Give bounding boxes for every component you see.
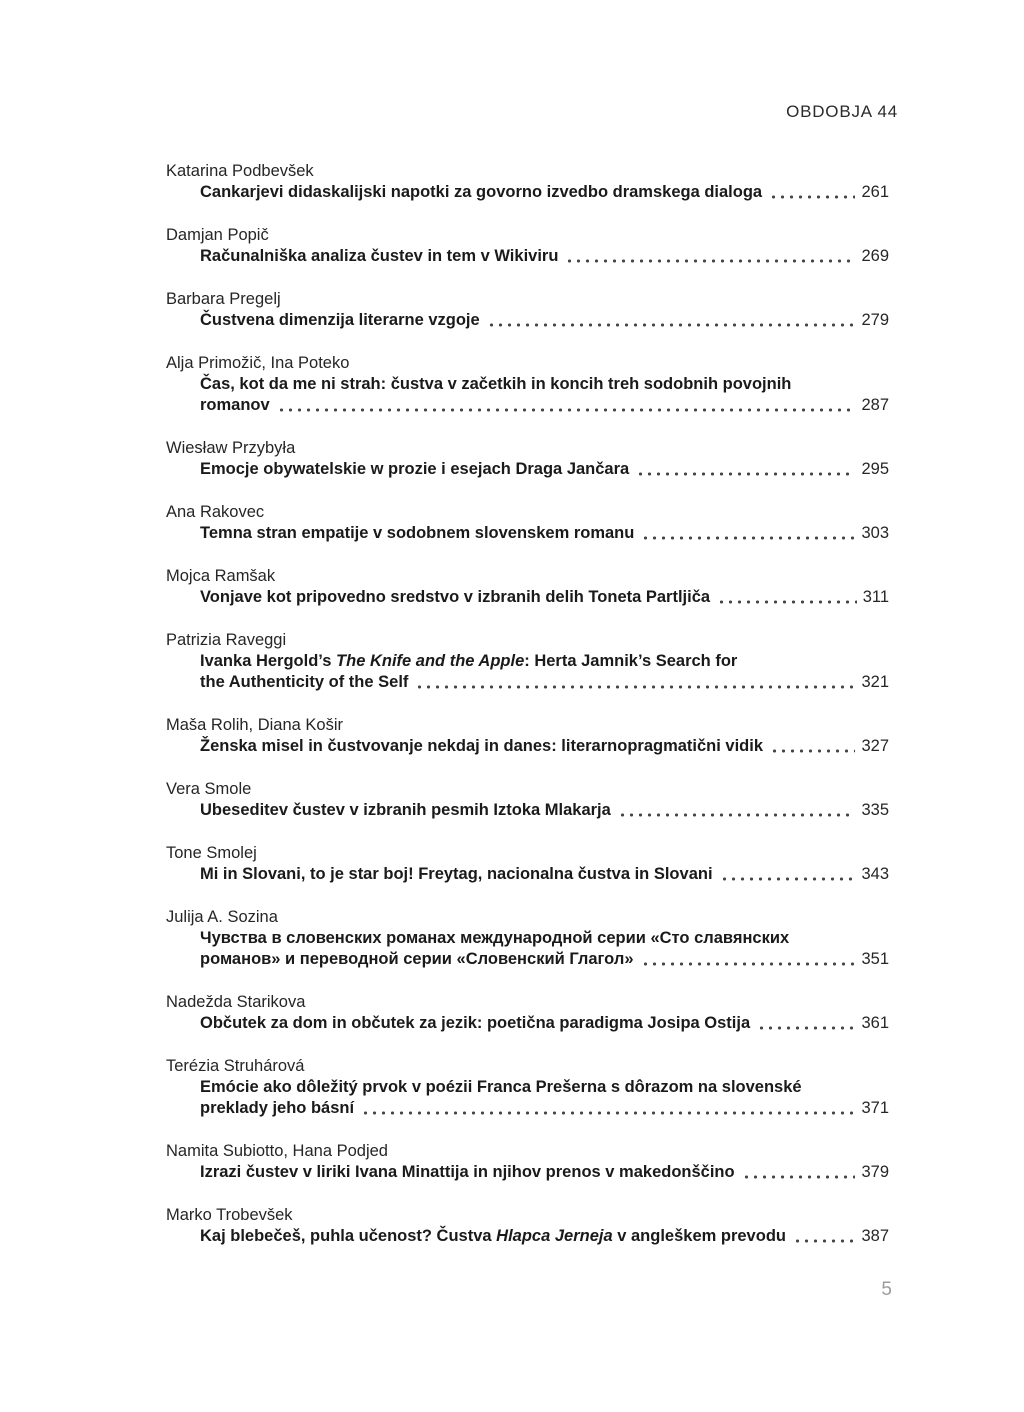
title-segment: preklady jeho básní bbox=[200, 1099, 355, 1117]
dot-leader bbox=[769, 195, 855, 199]
entry-title-line bbox=[166, 587, 889, 608]
entry-page-number: 327 bbox=[861, 737, 889, 755]
entry-title-line bbox=[166, 736, 889, 757]
entry-title-lines bbox=[166, 1226, 889, 1247]
entry-title-text bbox=[200, 800, 611, 821]
entry-title-line bbox=[166, 1226, 889, 1247]
title-segment-italic: Hlapca Jerneja bbox=[496, 1227, 613, 1245]
entry-title-lines bbox=[166, 736, 889, 757]
entry-title-lines bbox=[166, 459, 889, 480]
entry-title-lines bbox=[166, 182, 889, 203]
dot-leader bbox=[565, 259, 855, 263]
entry-page-number: 379 bbox=[861, 1163, 889, 1181]
entry-authors: Wiesław Przybyła bbox=[166, 439, 296, 457]
entry-title-line bbox=[166, 651, 889, 672]
title-segment: the Authenticity of the Self bbox=[200, 673, 409, 691]
title-segment: романов» и переводной серии «Словенский Глагол» bbox=[200, 950, 634, 968]
title-segment: Čustvena dimenzija literarne vzgoje bbox=[200, 311, 480, 329]
toc-entry bbox=[166, 992, 889, 1034]
title-segment: v angleškem prevodu bbox=[612, 1227, 786, 1245]
toc-entry bbox=[166, 502, 889, 544]
entry-page-number: 261 bbox=[861, 183, 889, 201]
dot-leader bbox=[361, 1111, 855, 1115]
entry-title-text bbox=[200, 1078, 802, 1096]
dot-leader bbox=[720, 877, 856, 881]
running-head: OBDOBJA 44 bbox=[786, 102, 898, 121]
entry-page-number: 303 bbox=[861, 524, 889, 542]
title-segment: Temna stran empatije v sodobnem slovenskem romanu bbox=[200, 524, 635, 542]
entry-authors: Alja Primožič, Ina Poteko bbox=[166, 354, 350, 372]
entry-title-lines bbox=[166, 246, 889, 267]
entry-title-line bbox=[166, 459, 889, 480]
toc-entry bbox=[166, 1056, 889, 1119]
entry-title-line bbox=[166, 395, 889, 416]
entry-title-lines bbox=[166, 374, 889, 416]
toc-entry bbox=[166, 630, 889, 693]
entry-title-text bbox=[200, 523, 634, 544]
entry-title-lines bbox=[166, 523, 889, 544]
entry-title-lines bbox=[166, 1162, 889, 1183]
entry-title-lines bbox=[166, 928, 889, 970]
dot-leader bbox=[415, 685, 855, 689]
entry-title-text bbox=[200, 246, 558, 267]
title-segment: Računalniška analiza čustev in tem v Wikiviru bbox=[200, 247, 559, 265]
entry-title-text bbox=[200, 1098, 354, 1119]
title-segment: Ženska misel in čustvovanje nekdaj in danes: literarnopragmatični vidik bbox=[200, 737, 764, 755]
title-segment: Kaj blebečeš, puhla učenost? Čustva bbox=[200, 1227, 497, 1245]
dot-leader bbox=[641, 962, 856, 966]
entry-authors: Namita Subiotto, Hana Podjed bbox=[166, 1142, 388, 1160]
title-segment: Cankarjevi didaskalijski napotki za govorno izvedbo dramskega dialoga bbox=[200, 183, 763, 201]
entry-title-text bbox=[200, 182, 762, 203]
entry-title-line bbox=[166, 949, 889, 970]
entry-title-text bbox=[200, 652, 737, 670]
title-segment: Emócie ako dôležitý prvok v poézii Franca Prešerna s dôrazom na slovenské bbox=[200, 1078, 802, 1096]
toc-entry bbox=[166, 438, 889, 480]
toc-entries bbox=[166, 161, 889, 1269]
entry-title-line bbox=[166, 800, 889, 821]
entry-title-text bbox=[200, 949, 634, 970]
entry-title-lines bbox=[166, 864, 889, 885]
entry-title-text bbox=[200, 672, 408, 693]
entry-authors: Damjan Popič bbox=[166, 226, 269, 244]
entry-page-number: 335 bbox=[861, 801, 889, 819]
entry-title-line bbox=[166, 1013, 889, 1034]
entry-authors: Marko Trobevšek bbox=[166, 1206, 293, 1224]
entry-title-text bbox=[200, 375, 791, 393]
toc-entry bbox=[166, 289, 889, 331]
entry-page-number: 295 bbox=[861, 460, 889, 478]
entry-title-line bbox=[166, 928, 889, 949]
entry-authors: Nadežda Starikova bbox=[166, 993, 306, 1011]
title-segment: romanov bbox=[200, 396, 270, 414]
title-segment: Vonjave kot pripovedno sredstvo v izbranih delih Toneta Partljiča bbox=[200, 588, 711, 606]
entry-title-text bbox=[200, 1226, 786, 1247]
entry-title-text bbox=[200, 587, 710, 608]
title-segment: Ubeseditev čustev v izbranih pesmih Iztoka Mlakarja bbox=[200, 801, 611, 819]
toc-entry bbox=[166, 779, 889, 821]
entry-page-number: 269 bbox=[861, 247, 889, 265]
title-segment: Ivanka Hergold’s bbox=[200, 652, 337, 670]
dot-leader bbox=[487, 323, 856, 327]
entry-page-number: 279 bbox=[861, 311, 889, 329]
title-segment: Izrazi čustev v liriki Ivana Minattija in njihov prenos v makedonščino bbox=[200, 1163, 735, 1181]
entry-page-number: 371 bbox=[861, 1099, 889, 1117]
entry-title-line bbox=[166, 1098, 889, 1119]
toc-entry bbox=[166, 843, 889, 885]
entry-title-line bbox=[166, 523, 889, 544]
entry-authors: Vera Smole bbox=[166, 780, 252, 798]
entry-title-lines bbox=[166, 587, 889, 608]
entry-title-text bbox=[200, 395, 270, 416]
title-segment: Mi in Slovani, to je star boj! Freytag, nacionalna čustva in Slovani bbox=[200, 865, 713, 883]
toc-entry bbox=[166, 715, 889, 757]
entry-title-text bbox=[200, 310, 480, 331]
title-segment: Чувства в словенских романах международной серии «Сто славянских bbox=[200, 929, 790, 947]
entry-title-lines bbox=[166, 651, 889, 693]
entry-title-text bbox=[200, 736, 763, 757]
dot-leader bbox=[742, 1175, 856, 1179]
entry-title-lines bbox=[166, 1013, 889, 1034]
entry-page-number: 351 bbox=[861, 950, 889, 968]
entry-title-text bbox=[200, 864, 713, 885]
toc-entry bbox=[166, 225, 889, 267]
toc-entry bbox=[166, 161, 889, 203]
title-segment: Občutek za dom in občutek za jezik: poetična paradigma Josipa Ostija bbox=[200, 1014, 751, 1032]
entry-title-line bbox=[166, 1162, 889, 1183]
dot-leader bbox=[636, 472, 855, 476]
dot-leader bbox=[277, 408, 856, 412]
toc-entry bbox=[166, 1141, 889, 1183]
entry-title-line bbox=[166, 672, 889, 693]
entry-title-line bbox=[166, 246, 889, 267]
entry-page-number: 287 bbox=[861, 396, 889, 414]
page-number-footer: 5 bbox=[881, 1279, 892, 1300]
dot-leader bbox=[717, 600, 857, 604]
entry-title-line bbox=[166, 310, 889, 331]
dot-leader bbox=[618, 813, 856, 817]
entry-authors: Mojca Ramšak bbox=[166, 567, 276, 585]
entry-title-text bbox=[200, 1013, 750, 1034]
entry-title-line bbox=[166, 374, 889, 395]
entry-title-lines bbox=[166, 310, 889, 331]
entry-title-text bbox=[200, 929, 789, 947]
entry-authors: Tone Smolej bbox=[166, 844, 257, 862]
entry-authors: Barbara Pregelj bbox=[166, 290, 281, 308]
entry-authors: Ana Rakovec bbox=[166, 503, 265, 521]
entry-title-text bbox=[200, 459, 629, 480]
title-segment: Emocje obywatelskie w prozie i esejach Draga Jančara bbox=[200, 460, 630, 478]
entry-title-line bbox=[166, 1077, 889, 1098]
title-segment: : Herta Jamnik’s Search for bbox=[524, 652, 738, 670]
entry-title-line bbox=[166, 182, 889, 203]
entry-authors: Patrizia Raveggi bbox=[166, 631, 287, 649]
toc-entry bbox=[166, 353, 889, 416]
toc-entry bbox=[166, 566, 889, 608]
dot-leader bbox=[757, 1026, 855, 1030]
entry-title-lines bbox=[166, 1077, 889, 1119]
entry-page-number: 343 bbox=[861, 865, 889, 883]
title-segment-italic: The Knife and the Apple bbox=[336, 652, 525, 670]
entry-title-lines bbox=[166, 800, 889, 821]
title-segment: Čas, kot da me ni strah: čustva v začetkih in koncih treh sodobnih povojnih bbox=[200, 375, 792, 393]
entry-authors: Katarina Podbevšek bbox=[166, 162, 314, 180]
entry-page-number: 321 bbox=[861, 673, 889, 691]
entry-page-number: 311 bbox=[862, 588, 889, 606]
entry-title-text bbox=[200, 1162, 735, 1183]
toc-entry bbox=[166, 907, 889, 970]
dot-leader bbox=[770, 749, 855, 753]
toc-entry bbox=[166, 1205, 889, 1247]
dot-leader bbox=[793, 1239, 855, 1243]
entry-page-number: 361 bbox=[861, 1014, 889, 1032]
entry-page-number: 387 bbox=[861, 1227, 889, 1245]
dot-leader bbox=[641, 536, 855, 540]
entry-authors: Julija A. Sozina bbox=[166, 908, 278, 926]
entry-authors: Maša Rolih, Diana Košir bbox=[166, 716, 343, 734]
entry-authors: Terézia Struhárová bbox=[166, 1057, 305, 1075]
entry-title-line bbox=[166, 864, 889, 885]
